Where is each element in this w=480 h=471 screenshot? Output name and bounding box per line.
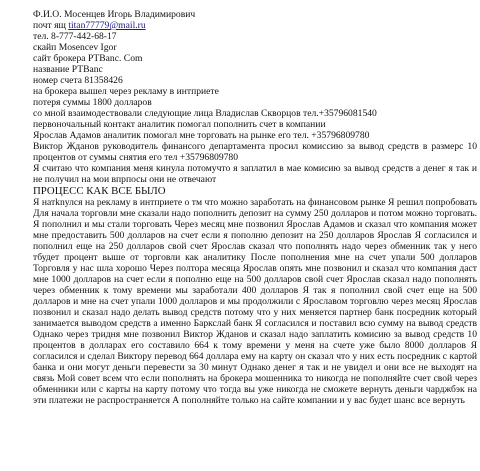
contact-line: первоночальный контакт аналитик помогал пополнить счет в компании [33, 119, 326, 130]
full-name-line: Ф.И.О. Мосенцев Игорь Владимирович [33, 9, 196, 20]
contact-line: Я считаю что компания меня кинула потомучто я заплатил в мае комисию за вывод средств а денег я так и не получил на мои впрпосы они не отвечают [33, 163, 477, 185]
contact-line: со мной взаимодествовали следующие лица Владислав Скворцов тел.+35796081540 [33, 108, 377, 119]
email-link[interactable]: titan77779@mail.ru [68, 20, 146, 31]
document-page [33, 9, 477, 406]
skype-line: скайп Mosencev Igor [33, 42, 117, 53]
broker-site-line: сайт брокера РТВanc. Com [33, 53, 143, 64]
contact-line: Ярослав Адамов аналитик помогал мне торговать на рынке его тел. +35796809780 [33, 130, 370, 141]
section-heading: ПРОЦЕСС КАК ВСЕ БЫЛО [33, 185, 166, 197]
phone-line: тел. 8-777-442-68-17 [33, 31, 117, 42]
contact-line: Виктор Жданов руководитель финансого департамента просил комиссию за вывод средств в размерс 10 процентов от суммы снятия его тел +35796809780 [33, 141, 477, 163]
story-paragraph: Я натknулся на рекламу в интприете о тм что можно заработать на финансовом рынке Я решил попробовать Для начала торговли мне сказали надо пополнить депозит на сумму 250 долларов и потом можно торговать. Я пополнил и мы стали торговать Через месяц мне позвонил Ярослав Адамов и сказал что компания может мне предоставить 500 долларов на счет если я пополню депозит на 250 долларов Ярослав Я согласился и пополнил еще на 250 долларов свой счет Ярослав сказал что пополнять надо через обменник так у него тбудет процент выше от торговли как аналитику После пополнения мне на счет упали 500 долларов Торговля у нас шла хорошо Через полтора месяца Ярослав опять мне позвонил и сказал что компания даст мне 1000 долларов на счет если я пополню еще на 500 долларов свой счет Ярослав сказал надо пополнять через обменник к тому времени мы заработали 400 долларов Я так я пополнил свой счет еще на 500 долларов и мне на счет упали 1000 долларов и мы продолжили с Ярославом торговлю через месяц Ярослав позвонил и сказал надо делать вывод средств потому что у них меняется партнер банк посредник который занимается выводом средств а именно Баркслай банк Я согласился и поставил всю сумму на вывод средств Однако через тридня мне позвонил Виктор Жданов и сказал надо заплатить комисию за вывод средств 10 процентов в долларах его составило 664 к тому времени у меня на счете уже было 8000 долларов Я согласился и сделал Виктору перевод 664 доллара ему на карту он сказал что у них есть посредник с картой банка и они могут деньги перевести за 30 минут Однако денег я так и не увидел и они все не выходят на связь Мой совет всем что если пополнять на брокера мошенника то никогда не пополняйте счет свой через обменники или с карты на карту потому что тогда вы уже никогда не сможете вернуть деньги чарджбэк на эти платежи не распространяется А пополняйте только на сайте компании и у вас будет шанс все вернуть [33, 197, 477, 406]
intro-line: на брокера вышел через рекламу в интприете [33, 86, 219, 97]
email-label: почт ящ [33, 20, 69, 31]
loss-amount-line: потеря суммы 1800 долларов [33, 97, 152, 108]
email-line [33, 20, 477, 31]
account-number-line: номер счета 81358426 [33, 75, 123, 86]
broker-name-line: название РТВanc [33, 64, 103, 75]
